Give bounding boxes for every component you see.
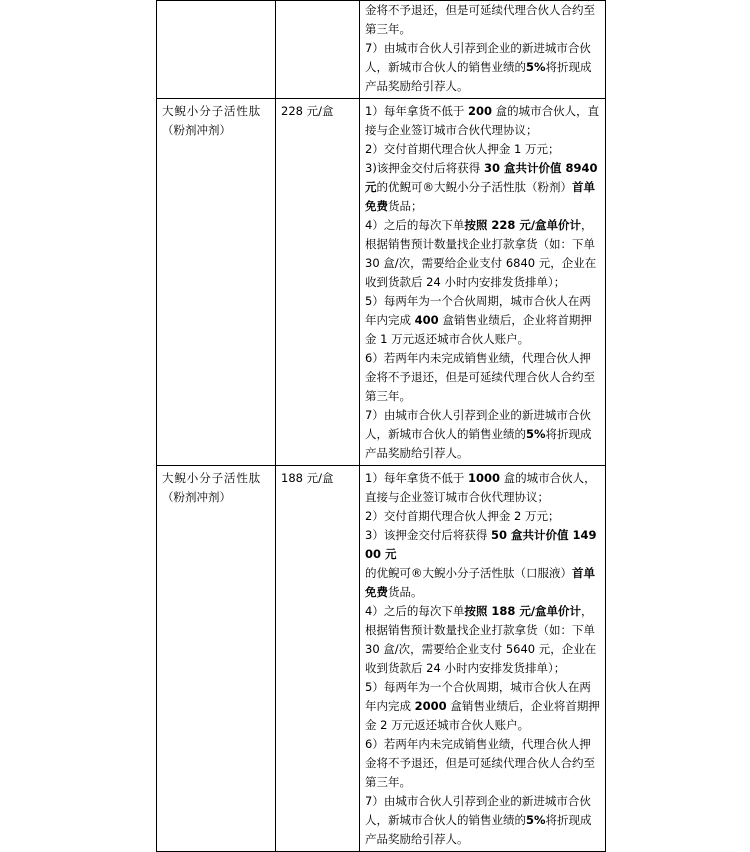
- clause-text: 2）交付首期代理合伙人押金 2 万元；: [365, 509, 560, 523]
- term-clause: [365, 140, 601, 159]
- clause-text: 7）由城市合伙人引荐到企业的新进城市合伙人，新城市合伙人的销售业绩的: [365, 408, 591, 441]
- clause-text: 金将不予退还，但是可延续代理合伙人合约至第三年。: [365, 3, 595, 36]
- clause-text: 6）若两年内未完成销售业绩，代理合伙人押金将不予退还，但是可延续代理合伙人合约至第三年。: [365, 351, 595, 403]
- term-clause: [365, 159, 601, 216]
- clause-text: 将折现成产品奖励给引荐人。: [365, 60, 592, 93]
- product-name-cell: [157, 99, 276, 466]
- emphasis-text: 50 盒共计价值 14900 元: [365, 528, 597, 561]
- price-cell: [276, 1, 360, 99]
- product-name-cell: [157, 466, 276, 852]
- table-row: [157, 99, 606, 466]
- clause-text: 货品。: [388, 585, 423, 599]
- emphasis-text: 5%: [526, 813, 546, 827]
- term-clause: [365, 349, 601, 406]
- clause-text: ，根据销售预计数量找企业打款拿货（如：下单 30 盒/次，需要给企业支付 6840 元，企业在收到货款后 24 小时内安排发货排单）；: [365, 218, 597, 289]
- term-clause: [365, 216, 601, 292]
- clause-text: 盒的城市合伙人，直接与企业签订城市合伙代理协议；: [365, 104, 600, 137]
- term-clause: [365, 678, 601, 735]
- clause-text: 将折现成产品奖励给引荐人。: [365, 427, 592, 460]
- term-clause: [365, 602, 601, 678]
- price-cell: [276, 99, 360, 466]
- term-clause: [365, 526, 601, 602]
- clause-text: 盒销售业绩后，企业将首期押金 1 万元返还城市合伙人账户。: [365, 313, 592, 346]
- terms-cell: [360, 99, 606, 466]
- document-page: [156, 0, 605, 852]
- clause-text: ，根据销售预计数量找企业打款拿货（如：下单 30 盒/次，需要给企业支付 5640 元，企业在收到货款后 24 小时内安排发货排单）；: [365, 604, 597, 675]
- clause-text: 3）该押金交付后将获得: [365, 528, 491, 542]
- emphasis-text: 5%: [526, 60, 546, 74]
- clause-text: 7）由城市合伙人引荐到企业的新进城市合伙人，新城市合伙人的销售业绩的: [365, 794, 591, 827]
- clause-text: 的优鲵可®大鲵小分子活性肽（口服液）: [365, 566, 572, 580]
- term-clause: [365, 39, 601, 96]
- clause-text: 盒销售业绩后，企业将首期押金 2 万元返还城市合伙人账户。: [365, 699, 600, 732]
- term-clause: [365, 735, 601, 792]
- table-row-continued: [157, 1, 606, 99]
- clause-text: 盒的城市合伙人，直接与企业签订城市合伙代理协议；: [365, 471, 596, 504]
- term-clause: [365, 406, 601, 463]
- product-form: （粉剂冲剂）: [162, 490, 231, 504]
- clause-text: 1）每年拿货不低于: [365, 104, 468, 118]
- partner-policy-table: [156, 0, 606, 852]
- term-clause: [365, 102, 601, 140]
- term-clause: [365, 469, 601, 507]
- clause-text: 4）之后的每次下单: [365, 604, 465, 618]
- emphasis-text: 按照 228 元/盒单价计: [464, 218, 582, 232]
- clause-text: 6）若两年内未完成销售业绩，代理合伙人押金将不予退还，但是可延续代理合伙人合约至第三年。: [365, 737, 595, 789]
- clause-text: 3)该押金交付后将获得: [365, 161, 484, 175]
- term-clause: [365, 792, 601, 849]
- emphasis-text: 首单免费: [365, 180, 595, 213]
- emphasis-text: 30 盒共计价值 8940 元: [365, 161, 598, 194]
- unit-price: 188 元/盒: [281, 471, 334, 485]
- terms-cell: [360, 466, 606, 852]
- clause-text: 5）每两年为一个合伙周期，城市合伙人在两年内完成: [365, 680, 591, 713]
- clause-text: 2）交付首期代理合伙人押金 1 万元；: [365, 142, 560, 156]
- emphasis-text: 5%: [526, 427, 546, 441]
- emphasis-text: 200: [467, 104, 492, 118]
- price-cell: [276, 466, 360, 852]
- clause-text: 货品；: [388, 199, 423, 213]
- terms-cell: [360, 1, 606, 99]
- product-name-cell: [157, 1, 276, 99]
- emphasis-text: 2000: [414, 699, 447, 713]
- product-form: （粉剂冲剂）: [162, 123, 231, 137]
- clause-text: 将折现成产品奖励给引荐人。: [365, 813, 592, 846]
- emphasis-text: 首单免费: [365, 566, 595, 599]
- clause-text: 7）由城市合伙人引荐到企业的新进城市合伙人，新城市合伙人的销售业绩的: [365, 41, 591, 74]
- clause-text: 的优鲵可®大鲵小分子活性肽（粉剂）: [376, 180, 572, 194]
- product-name: 大鲵小分子活性肽: [162, 471, 262, 485]
- unit-price: 228 元/盒: [281, 104, 334, 118]
- emphasis-text: 按照 188 元/盒单价计: [464, 604, 582, 618]
- clause-text: 5）每两年为一个合伙周期，城市合伙人在两年内完成: [365, 294, 591, 327]
- emphasis-text: 1000: [467, 471, 500, 485]
- term-clause: [365, 292, 601, 349]
- clause-text: 1）每年拿货不低于: [365, 471, 468, 485]
- term-clause: [365, 507, 601, 526]
- product-name: 大鲵小分子活性肽: [162, 104, 262, 118]
- term-clause: [365, 1, 601, 39]
- clause-text: 4）之后的每次下单: [365, 218, 465, 232]
- emphasis-text: 400: [414, 313, 439, 327]
- table-row: [157, 466, 606, 852]
